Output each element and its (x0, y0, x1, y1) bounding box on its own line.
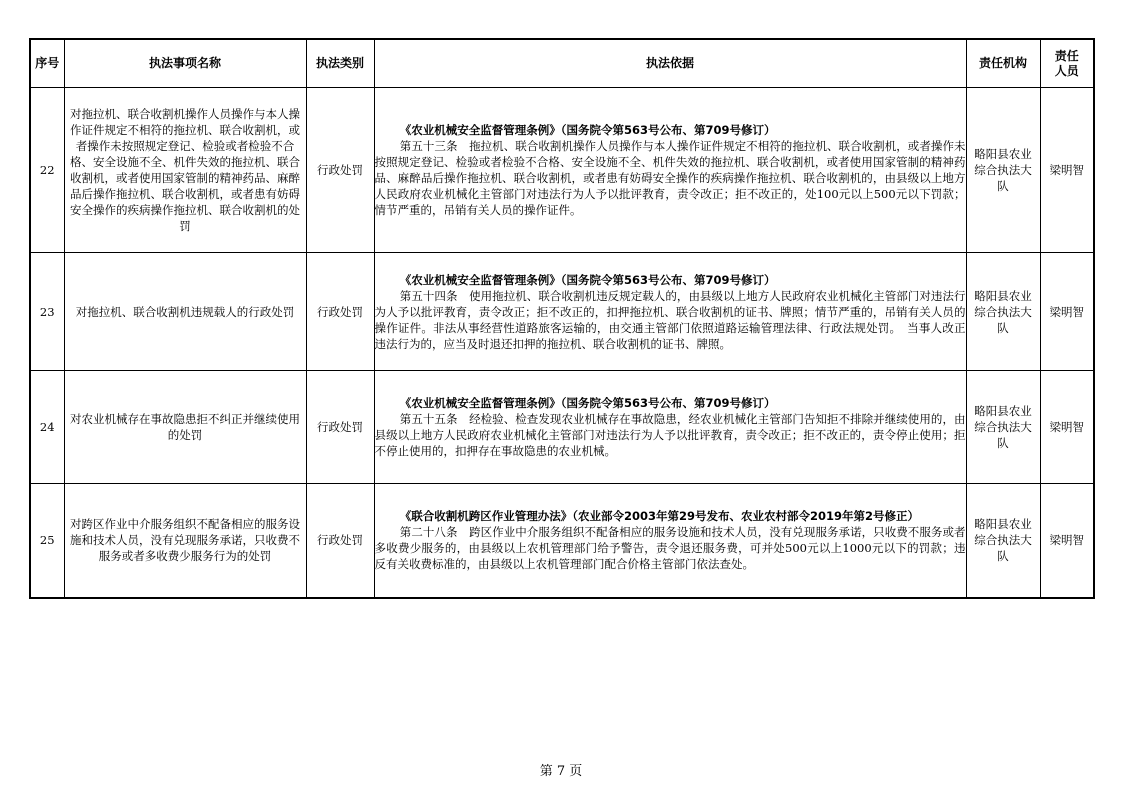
law-title: 《联合收割机跨区作业管理办法》（农业部令2003年第29号发布、农业农村部令2019年第2号修正） (399, 509, 920, 524)
row-no: 22 (30, 88, 64, 253)
row-item: 对农业机械存在事故隐患拒不纠正并继续使用的处罚 (64, 371, 306, 484)
header-agency: 责任机构 (966, 39, 1040, 88)
row-person: 梁明智 (1040, 371, 1094, 484)
header-row (30, 39, 1094, 88)
row-category: 行政处罚 (306, 371, 374, 484)
table-row (30, 253, 1094, 371)
page-number: 第 7 页 (539, 764, 583, 779)
row-category: 行政处罚 (306, 88, 374, 253)
row-agency: 略阳县农业综合执法大队 (966, 484, 1040, 598)
header-item: 执法事项名称 (64, 39, 306, 88)
row-basis (374, 253, 966, 371)
law-title: 《农业机械安全监督管理条例》（国务院令第563号公布、第709号修订） (399, 272, 776, 287)
row-agency: 略阳县农业综合执法大队 (966, 253, 1040, 371)
law-title: 《农业机械安全监督管理条例》（国务院令第563号公布、第709号修订） (399, 123, 776, 137)
law-article: 第五十四条 使用拖拉机、联合收割机违反规定载人的，由县级以上地方人民政府农业机械化主管部门对违法行为人予以批评教育，责令改正；拒不改正的，扣押拖拉机、联合收割机的证书、牌照；情节严重的，吊销有关人员的操作证件。非法从事经营性道路旅客运输的，由交通主管部门依照道路运输管理法律、行政法规处罚。 当事人改正违法行为的，应当及时退还扣押的拖拉机、联合收割机的证书、牌照。 (374, 288, 966, 351)
law-title: 《农业机械安全监督管理条例》（国务院令第563号公布、第709号修订） (399, 396, 776, 410)
row-basis (374, 371, 966, 484)
law-article: 第五十五条 经检验、检查发现农业机械存在事故隐患，经农业机械化主管部门告知拒不排除并继续使用的，由县级以上地方人民政府农业机械化主管部门对违法行为人予以批评教育，责令改正；拒不改正的，责令停止使用；拒不停止使用的，扣押存在事故隐患的农业机械。 (374, 412, 966, 458)
row-category: 行政处罚 (306, 253, 374, 371)
header-category: 执法类别 (306, 39, 374, 88)
row-no: 25 (30, 484, 64, 598)
table-row (30, 371, 1094, 484)
row-item: 对跨区作业中介服务组织不配备相应的服务设施和技术人员，没有兑现服务承诺，只收费不服务或者多收费少服务行为的处罚 (64, 484, 306, 598)
table-row (30, 484, 1094, 598)
row-no: 24 (30, 371, 64, 484)
table-row (30, 88, 1094, 253)
row-person: 梁明智 (1040, 484, 1094, 598)
header-no: 序号 (30, 39, 64, 88)
header-basis: 执法依据 (374, 39, 966, 88)
row-basis (374, 484, 966, 598)
row-item: 对拖拉机、联合收割机操作人员操作与本人操作证件规定不相符的拖拉机、联合收割机，或者操作未按照规定登记、检验或者检验不合格、安全设施不全、机件失效的拖拉机、联合收割机，或者使用国家管制的精神药品、麻醉品后操作拖拉机、联合收割机，或者患有妨碍安全操作的疾病操作拖拉机、联合收割机的处罚 (64, 88, 306, 253)
header-person: 责任人员 (1040, 39, 1094, 88)
row-category: 行政处罚 (306, 484, 374, 598)
row-agency: 略阳县农业综合执法大队 (966, 371, 1040, 484)
row-basis (374, 88, 966, 253)
row-no: 23 (30, 253, 64, 371)
enforcement-table (29, 38, 1095, 599)
row-agency: 略阳县农业综合执法大队 (966, 88, 1040, 253)
law-article: 第五十三条 拖拉机、联合收割机操作人员操作与本人操作证件规定不相符的拖拉机、联合收割机，或者操作未按照规定登记、检验或者检验不合格、安全设施不全、机件失效的拖拉机、联合收割机，或者使用国家管制的精神药品、麻醉品后操作拖拉机、联合收割机，或者患有妨碍安全操作的疾病操作拖拉机、联合收割机的，由县级以上地方人民政府农业机械化主管部门对违法行为人予以批评教育，责令改正；拒不改正的，处100元以上500元以下罚款；情节严重的，吊销有关人员的操作证件。 (374, 139, 966, 217)
law-article: 第二十八条 跨区作业中介服务组织不配备相应的服务设施和技术人员，没有兑现服务承诺，只收费不服务或者多收费少服务的，由县级以上农机管理部门给予警告，责令退还服务费，可并处500元以上1000元以下的罚款；违反有关收费标准的，由县级以上农机管理部门配合价格主管部门依法查处。 (374, 525, 966, 572)
row-item: 对拖拉机、联合收割机违规载人的行政处罚 (64, 253, 306, 371)
row-person: 梁明智 (1040, 88, 1094, 253)
row-person: 梁明智 (1040, 253, 1094, 371)
